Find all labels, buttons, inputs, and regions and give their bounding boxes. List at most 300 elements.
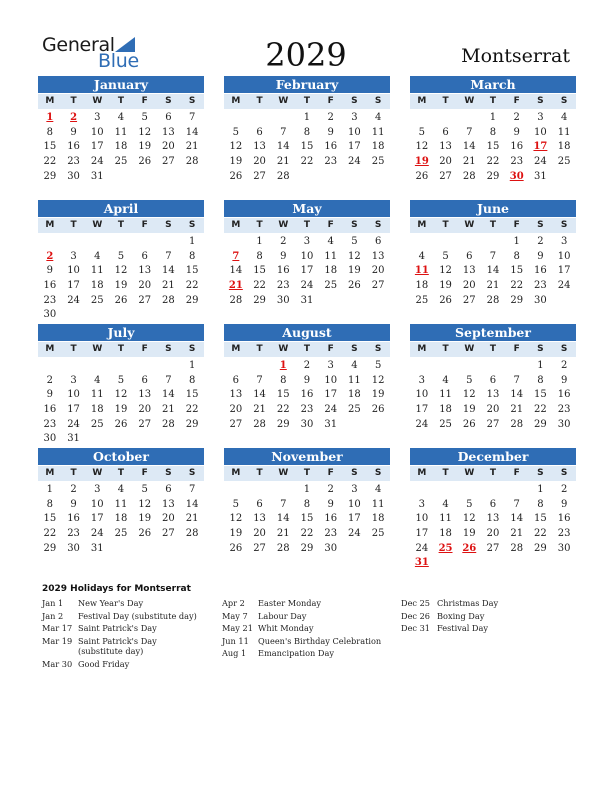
day: 14 xyxy=(162,389,175,401)
month-may xyxy=(224,200,390,308)
holiday-day: 19 xyxy=(414,156,429,168)
day: 27 xyxy=(439,170,452,182)
day: 26 xyxy=(229,170,243,182)
weekday-label: S xyxy=(165,468,172,478)
weekday-label: T xyxy=(489,468,497,478)
day: 27 xyxy=(138,418,152,430)
holiday-day: 11 xyxy=(414,265,429,277)
weekday-label: M xyxy=(45,344,55,354)
day: 24 xyxy=(557,280,571,292)
weekday-label: F xyxy=(327,220,334,230)
holiday-column xyxy=(222,598,392,661)
weekday-label: T xyxy=(256,344,263,354)
day: 15 xyxy=(300,513,314,525)
month-november xyxy=(224,448,390,556)
holiday-day: 31 xyxy=(414,557,429,569)
empty-cell xyxy=(410,235,434,250)
holiday-entry xyxy=(401,598,571,609)
day: 9 xyxy=(327,126,334,138)
weekday-label: T xyxy=(70,468,77,478)
weekday-label: W xyxy=(464,96,475,106)
day: 28 xyxy=(253,418,266,430)
weekday-label: S xyxy=(165,220,172,230)
day: 6 xyxy=(165,484,172,495)
day: 6 xyxy=(442,126,449,138)
day: 25 xyxy=(415,294,429,306)
day: 27 xyxy=(486,542,500,554)
day: 9 xyxy=(513,126,520,138)
holiday-day: 2 xyxy=(70,112,78,123)
empty-cell xyxy=(133,359,157,374)
day: 26 xyxy=(415,170,429,182)
day: 12 xyxy=(229,513,243,525)
weekday-label: T xyxy=(489,220,497,230)
holiday-name: New Year's Day xyxy=(78,598,144,608)
day: 11 xyxy=(114,126,128,138)
day: 9 xyxy=(70,498,77,510)
weekday-label: T xyxy=(256,468,263,478)
day: 9 xyxy=(327,498,334,510)
day: 29 xyxy=(510,294,524,306)
holiday-date: Dec 31 xyxy=(401,623,431,633)
day: 2 xyxy=(46,374,54,386)
day-grid xyxy=(224,483,390,556)
day: 28 xyxy=(185,156,199,168)
weekday-label: T xyxy=(303,220,311,230)
day: 16 xyxy=(43,404,57,416)
weekday-label: T xyxy=(489,96,497,106)
empty-cell xyxy=(271,111,295,126)
weekday-label: S xyxy=(537,220,544,230)
day: 19 xyxy=(138,513,152,525)
weekday-label: M xyxy=(231,468,241,478)
weekday-label: F xyxy=(327,468,334,478)
day: 4 xyxy=(442,498,449,510)
weekday-header xyxy=(224,218,390,233)
day: 1 xyxy=(537,484,544,495)
day: 7 xyxy=(165,250,172,262)
day: 30 xyxy=(534,294,547,306)
weekday-label: S xyxy=(560,344,568,354)
day: 15 xyxy=(510,265,524,277)
day: 21 xyxy=(276,528,290,540)
weekday-label: S xyxy=(537,344,544,354)
day: 4 xyxy=(327,236,334,247)
weekday-label: W xyxy=(278,96,289,106)
weekday-label: T xyxy=(489,344,497,354)
day: 16 xyxy=(510,141,524,153)
day: 21 xyxy=(486,280,500,292)
day: 21 xyxy=(462,156,476,168)
empty-cell xyxy=(157,359,181,374)
day-grid xyxy=(38,235,204,323)
day: 2 xyxy=(280,236,287,247)
weekday-label: S xyxy=(188,220,196,230)
month-title: November xyxy=(224,448,390,465)
day: 27 xyxy=(138,294,152,306)
day: 27 xyxy=(371,280,385,292)
day: 26 xyxy=(371,404,385,416)
holiday-name: Festival Day (substitute day) xyxy=(78,610,197,621)
day: 23 xyxy=(510,156,524,168)
day: 6 xyxy=(256,126,263,138)
day: 10 xyxy=(534,126,547,138)
day: 22 xyxy=(300,528,314,540)
month-title: February xyxy=(224,76,390,93)
weekday-label: T xyxy=(442,96,449,106)
day: 24 xyxy=(90,528,104,540)
weekday-label: M xyxy=(231,220,241,230)
weekday-label: S xyxy=(560,96,568,106)
day: 3 xyxy=(351,484,358,495)
day: 22 xyxy=(253,280,266,292)
weekday-label: F xyxy=(327,96,334,106)
holiday-name: Queen's Birthday Celebration xyxy=(258,635,382,646)
day: 29 xyxy=(486,170,500,182)
weekday-label: T xyxy=(303,344,311,354)
weekday-label: W xyxy=(92,220,103,230)
weekday-label: F xyxy=(141,468,148,478)
day: 9 xyxy=(46,265,54,277)
weekday-label: F xyxy=(327,344,334,354)
day: 7 xyxy=(513,374,520,386)
empty-cell xyxy=(434,483,458,498)
weekday-label: M xyxy=(231,344,241,354)
day: 3 xyxy=(94,112,101,123)
day: 16 xyxy=(300,389,314,401)
weekday-label: W xyxy=(92,468,103,478)
day: 15 xyxy=(43,513,57,525)
day: 5 xyxy=(442,250,449,262)
day: 19 xyxy=(138,141,152,153)
day-grid xyxy=(38,359,204,447)
day: 25 xyxy=(114,156,128,168)
day-grid xyxy=(410,111,576,184)
weekday-label: S xyxy=(374,96,382,106)
day: 22 xyxy=(534,528,547,540)
day: 5 xyxy=(418,126,426,138)
day: 11 xyxy=(90,265,104,277)
day: 8 xyxy=(188,250,196,262)
weekday-label: F xyxy=(513,96,520,106)
weekday-label: S xyxy=(188,344,196,354)
weekday-label: T xyxy=(303,96,311,106)
weekday-label: S xyxy=(165,344,172,354)
day: 28 xyxy=(510,418,524,430)
day: 28 xyxy=(185,528,199,540)
holiday-entry xyxy=(42,623,202,634)
day: 13 xyxy=(486,513,500,525)
day: 3 xyxy=(418,498,426,510)
day: 5 xyxy=(141,484,148,495)
day: 20 xyxy=(162,513,175,525)
holiday-day: 30 xyxy=(509,170,524,182)
day: 19 xyxy=(229,156,243,168)
day: 24 xyxy=(300,280,314,292)
day: 27 xyxy=(253,170,266,182)
day-grid xyxy=(224,235,390,308)
day: 16 xyxy=(67,513,80,525)
day: 30 xyxy=(276,294,290,306)
logo-blue-text: Blue xyxy=(98,50,139,72)
weekday-header xyxy=(224,342,390,357)
day: 26 xyxy=(114,294,128,306)
day: 13 xyxy=(371,250,385,262)
day: 14 xyxy=(276,513,290,525)
holiday-entry xyxy=(42,659,202,670)
day: 31 xyxy=(90,170,104,182)
day: 29 xyxy=(253,294,266,306)
day: 6 xyxy=(232,374,240,386)
day: 11 xyxy=(439,513,452,525)
day: 8 xyxy=(303,498,311,510)
day: 30 xyxy=(300,418,314,430)
day: 8 xyxy=(303,126,311,138)
day: 19 xyxy=(114,280,128,292)
empty-cell xyxy=(434,235,458,250)
day: 29 xyxy=(43,170,57,182)
empty-cell xyxy=(248,483,272,498)
empty-cell xyxy=(38,235,62,250)
day: 7 xyxy=(165,374,172,386)
day: 24 xyxy=(67,294,80,306)
day: 31 xyxy=(67,433,80,445)
month-title: January xyxy=(38,76,204,93)
day: 16 xyxy=(557,513,571,525)
day: 25 xyxy=(371,156,385,168)
empty-cell xyxy=(434,111,458,126)
day: 27 xyxy=(162,528,175,540)
day: 26 xyxy=(114,418,128,430)
empty-cell xyxy=(271,483,295,498)
day: 6 xyxy=(256,498,263,510)
day: 29 xyxy=(534,418,547,430)
holiday-name: Labour Day xyxy=(258,610,307,621)
empty-cell xyxy=(505,483,529,498)
holiday-entry xyxy=(42,598,202,609)
day: 18 xyxy=(90,404,104,416)
empty-cell xyxy=(133,235,157,250)
day: 22 xyxy=(185,404,199,416)
month-title: July xyxy=(38,324,204,341)
day: 16 xyxy=(534,265,547,277)
day: 22 xyxy=(510,280,524,292)
day: 27 xyxy=(486,418,500,430)
day: 13 xyxy=(253,141,266,153)
day: 19 xyxy=(439,280,452,292)
day: 14 xyxy=(162,265,175,277)
empty-cell xyxy=(85,359,109,374)
empty-cell xyxy=(457,359,481,374)
day: 18 xyxy=(371,513,385,525)
day: 17 xyxy=(300,265,314,277)
day: 27 xyxy=(462,294,476,306)
day: 2 xyxy=(560,360,568,371)
day: 9 xyxy=(70,126,77,138)
weekday-label: S xyxy=(351,96,358,106)
day: 5 xyxy=(117,250,125,262)
weekday-header xyxy=(410,342,576,357)
weekday-label: T xyxy=(303,468,311,478)
day: 28 xyxy=(162,418,175,430)
holiday-entry xyxy=(42,611,202,622)
day: 7 xyxy=(466,126,473,138)
weekday-label: W xyxy=(92,96,103,106)
holiday-date: Mar 17 xyxy=(42,623,73,633)
weekday-label: S xyxy=(537,468,544,478)
day: 7 xyxy=(280,126,287,138)
day: 31 xyxy=(300,294,314,306)
day: 15 xyxy=(185,389,199,401)
day: 5 xyxy=(232,498,240,510)
empty-cell xyxy=(481,359,505,374)
day: 12 xyxy=(138,126,152,138)
weekday-label: F xyxy=(141,344,148,354)
day: 28 xyxy=(462,170,476,182)
day: 17 xyxy=(348,513,361,525)
day: 12 xyxy=(415,141,429,153)
day: 8 xyxy=(537,498,544,510)
day: 23 xyxy=(43,418,57,430)
day: 18 xyxy=(114,513,128,525)
day: 23 xyxy=(557,404,571,416)
holiday-name: Emancipation Day xyxy=(258,648,335,658)
day: 4 xyxy=(442,374,449,386)
day: 21 xyxy=(253,404,266,416)
month-april xyxy=(38,200,204,323)
day: 13 xyxy=(162,126,175,138)
month-title: October xyxy=(38,448,204,465)
day: 15 xyxy=(185,265,199,277)
day: 23 xyxy=(67,528,80,540)
day: 26 xyxy=(138,528,152,540)
day: 12 xyxy=(114,389,128,401)
day: 14 xyxy=(253,389,266,401)
day: 28 xyxy=(276,170,290,182)
weekday-label: T xyxy=(117,220,125,230)
day: 14 xyxy=(185,498,199,510)
empty-cell xyxy=(481,235,505,250)
weekday-label: S xyxy=(188,96,196,106)
day: 28 xyxy=(276,542,290,554)
day: 4 xyxy=(374,484,382,495)
weekday-label: M xyxy=(417,220,427,230)
weekday-label: W xyxy=(278,220,289,230)
day: 6 xyxy=(489,374,497,386)
day-grid xyxy=(410,235,576,308)
month-title: June xyxy=(410,200,576,217)
day: 25 xyxy=(90,294,104,306)
weekday-header xyxy=(410,94,576,109)
weekday-header xyxy=(410,466,576,481)
day: 10 xyxy=(348,498,361,510)
day: 17 xyxy=(348,141,361,153)
holiday-day: 1 xyxy=(46,112,54,123)
day: 13 xyxy=(253,513,266,525)
day: 30 xyxy=(67,542,80,554)
holiday-day: 21 xyxy=(228,280,243,292)
day: 25 xyxy=(324,280,338,292)
holiday-date: Mar 30 xyxy=(42,658,73,669)
day: 16 xyxy=(557,389,571,401)
day: 11 xyxy=(371,126,385,138)
day: 25 xyxy=(557,156,571,168)
weekday-label: S xyxy=(374,344,382,354)
logo-general-text: General xyxy=(42,34,115,56)
day-grid xyxy=(38,111,204,184)
weekday-label: T xyxy=(117,468,125,478)
day: 20 xyxy=(138,280,152,292)
day: 13 xyxy=(138,265,152,277)
day: 11 xyxy=(324,250,338,262)
empty-cell xyxy=(481,483,505,498)
day: 14 xyxy=(185,126,199,138)
day: 23 xyxy=(300,404,314,416)
day: 28 xyxy=(510,542,524,554)
day: 10 xyxy=(415,389,429,401)
day: 3 xyxy=(70,374,77,386)
day: 9 xyxy=(560,498,568,510)
weekday-header xyxy=(38,466,204,481)
day: 11 xyxy=(371,498,385,510)
holiday-name: Good Friday xyxy=(78,658,130,669)
day: 26 xyxy=(138,156,152,168)
weekday-label: T xyxy=(70,96,77,106)
day: 4 xyxy=(351,360,358,371)
day: 12 xyxy=(462,513,476,525)
day: 24 xyxy=(415,542,429,554)
holiday-column xyxy=(401,598,571,636)
day: 8 xyxy=(489,126,497,138)
day-grid xyxy=(410,483,576,571)
empty-cell xyxy=(224,111,248,126)
day: 3 xyxy=(560,236,568,247)
day: 14 xyxy=(510,389,524,401)
weekday-label: S xyxy=(188,468,196,478)
day: 12 xyxy=(462,389,476,401)
day: 10 xyxy=(90,126,104,138)
day: 1 xyxy=(188,236,196,247)
holiday-date: Jun 11 xyxy=(222,635,249,646)
day: 9 xyxy=(46,389,54,401)
day: 27 xyxy=(162,156,175,168)
weekday-label: F xyxy=(141,96,148,106)
day: 4 xyxy=(560,112,568,123)
day: 8 xyxy=(188,374,196,386)
day: 28 xyxy=(229,294,243,306)
empty-cell xyxy=(224,359,248,374)
holiday-date: Dec 25 xyxy=(401,598,431,608)
empty-cell xyxy=(109,359,133,374)
day: 29 xyxy=(276,418,290,430)
day: 3 xyxy=(537,112,544,123)
day: 1 xyxy=(513,236,520,247)
day: 18 xyxy=(371,141,385,153)
day: 17 xyxy=(67,404,80,416)
weekday-label: W xyxy=(92,344,103,354)
day: 3 xyxy=(351,112,358,123)
holiday-entry xyxy=(222,636,392,647)
day: 1 xyxy=(303,484,311,495)
day: 16 xyxy=(43,280,57,292)
day: 24 xyxy=(534,156,547,168)
weekday-label: S xyxy=(560,220,568,230)
day: 26 xyxy=(348,280,361,292)
day: 7 xyxy=(280,498,287,510)
day: 22 xyxy=(534,404,547,416)
day: 10 xyxy=(67,265,80,277)
day: 3 xyxy=(303,236,311,247)
